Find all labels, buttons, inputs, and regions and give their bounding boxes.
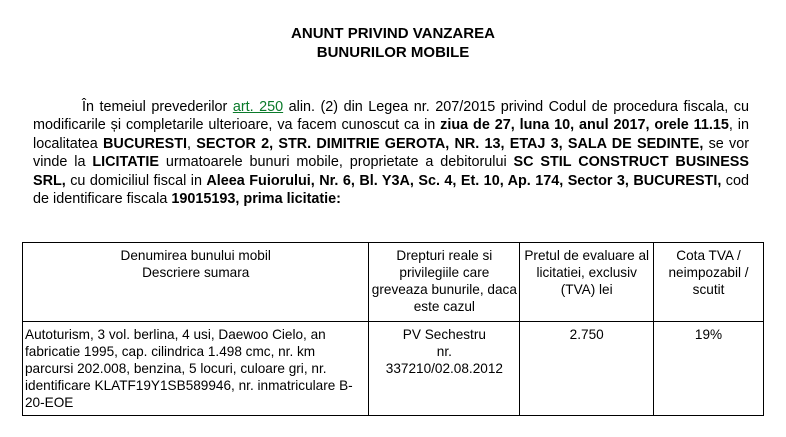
item-rights-line1: PV Sechestru (402, 327, 486, 342)
para-text-6: urmatoarele bunuri mobile, proprietate a debitorului (159, 154, 514, 171)
para-text-3: , in localitatea (33, 117, 749, 152)
para-text-5: se vor vinde la (33, 135, 749, 171)
debtor-address: Aleea Fuiorului, Nr. 6, Bl. Y3A, Sc. 4, Et. 10, Ap. 174, Sector 3, BUCURESTI, (206, 172, 722, 189)
item-rights-line2: nr. (436, 344, 452, 359)
item-rights (369, 322, 520, 416)
para-text-2: alin. (2) din Legea nr. 207/2015 privind Codul de procedura fiscala, cu modificarile și completarile ulterioare, va facem cunoscut ca in (33, 99, 749, 134)
header-rights: Drepturi reale si privilegiile care greveaza bunurile, daca este cazul (369, 243, 520, 322)
header-description-line2: Descriere sumara (142, 265, 250, 280)
announcement-title (0, 24, 786, 62)
para-text-8: cod de identificare fiscala (33, 172, 749, 208)
header-description-line1: Denumirea bunului mobil (120, 248, 271, 263)
item-description: Autoturism, 3 vol. berlina, 4 usi, Daewoo Cielo, an fabricatie 1995, cap. cilindrica 1.498 cmc, nr. km parcursi 202.008, benzina, 5 locuri, culoare gri, nr. identificare KLATF19Y1SB589946, nr. inmatriculare B-20-EOE (23, 322, 369, 416)
goods-table (22, 242, 764, 416)
law-article-link[interactable]: art. 250 (232, 99, 284, 115)
table-row (23, 322, 764, 416)
auction-date: ziua de 27, luna 10, anul 2017, orele 11.15 (440, 117, 729, 134)
para-text-7: cu domiciliul fiscal in (65, 172, 207, 189)
header-description (23, 243, 369, 322)
para-text-4: , (186, 135, 197, 152)
item-rights-line3: 337210/02.08.2012 (385, 361, 503, 376)
header-price: Pretul de evaluare al licitatiei, exclusiv (TVA) lei (520, 243, 654, 322)
header-vat: Cota TVA / neimpozabil / scutit (654, 243, 764, 322)
auction-city: BUCURESTI (103, 135, 187, 152)
auction-address: SECTOR 2, STR. DIMITRIE GEROTA, NR. 13, ETAJ 3, SALA DE SEDINTE, (196, 135, 704, 152)
sale-type: LICITATIE (92, 154, 159, 171)
fiscal-code: 19015193, prima licitatie: (171, 191, 341, 208)
item-vat: 19% (654, 322, 764, 416)
table-header-row (23, 243, 764, 322)
item-price: 2.750 (520, 322, 654, 416)
debtor-name: SC STIL CONSTRUCT BUSINESS SRL, (33, 154, 749, 189)
title-line-1: ANUNT PRIVIND VANZAREA (291, 25, 495, 42)
announcement-paragraph (33, 98, 749, 208)
para-text-1: În temeiul prevederilor (82, 99, 233, 115)
title-line-2: BUNURILOR MOBILE (316, 44, 470, 61)
